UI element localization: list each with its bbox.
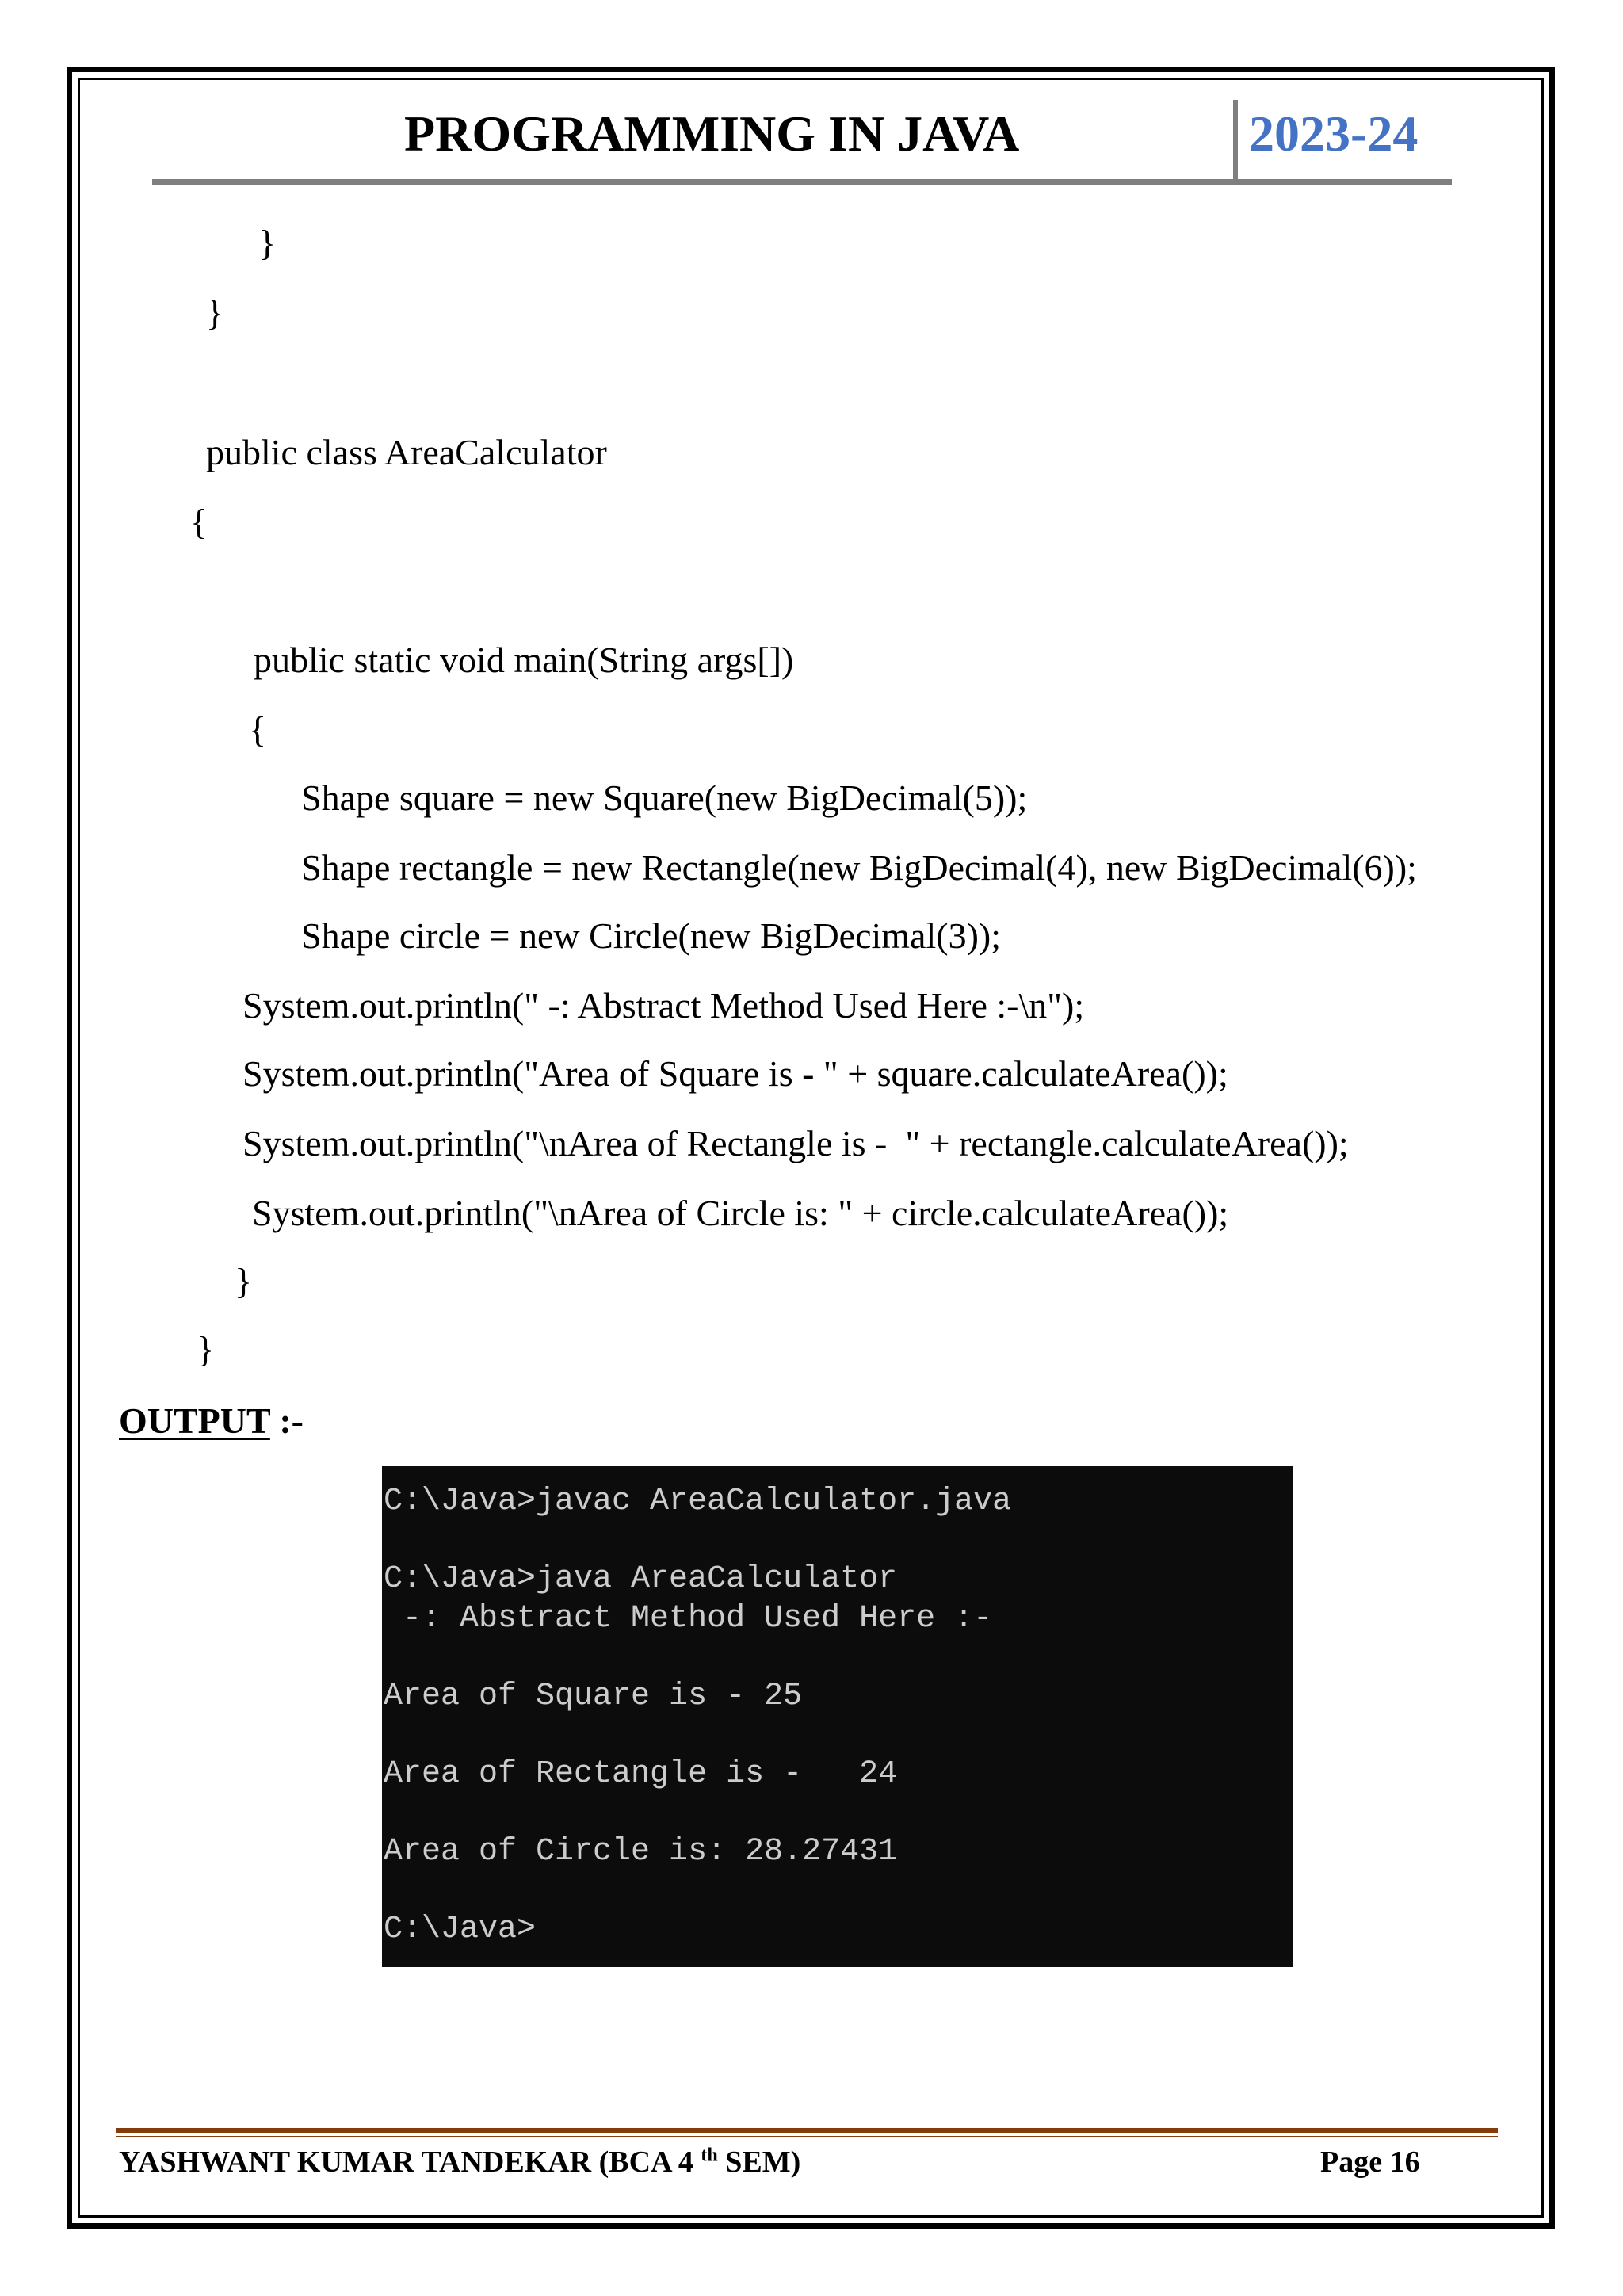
output-suffix: :- bbox=[269, 1400, 304, 1441]
code-line: } bbox=[258, 223, 277, 263]
footer-name-sup: th bbox=[701, 2145, 718, 2166]
terminal-screenshot bbox=[382, 1466, 1293, 1967]
terminal-line: Area of Rectangle is - 24 bbox=[384, 1756, 898, 1792]
code-line: } bbox=[235, 1261, 253, 1301]
header-year: 2023-24 bbox=[1249, 105, 1419, 162]
code-line: public static void main(String args[]) bbox=[254, 640, 794, 680]
code-line: System.out.println("\nArea of Circle is: " + circle.calculateArea()); bbox=[252, 1193, 1229, 1233]
footer-author bbox=[119, 2145, 800, 2179]
output-heading bbox=[119, 1400, 304, 1442]
terminal-line: C:\Java>java AreaCalculator bbox=[384, 1561, 898, 1597]
page-title: PROGRAMMING IN JAVA bbox=[404, 105, 1020, 162]
footer-name-prefix: YASHWANT KUMAR TANDEKAR (BCA 4 bbox=[119, 2145, 701, 2179]
footer-rule bbox=[116, 2128, 1498, 2133]
code-line: } bbox=[206, 292, 224, 333]
code-line: System.out.println("Area of Square is - " + square.calculateArea()); bbox=[242, 1053, 1228, 1094]
terminal-line: Area of Square is - 25 bbox=[384, 1679, 803, 1714]
code-line: public class AreaCalculator bbox=[206, 432, 607, 472]
terminal-line: Area of Circle is: 28.27431 bbox=[384, 1834, 898, 1870]
footer-rule-thin bbox=[116, 2136, 1498, 2137]
page-number: Page 16 bbox=[1320, 2145, 1420, 2179]
code-line: System.out.println("\nArea of Rectangle is - " + rectangle.calculateArea()); bbox=[242, 1123, 1349, 1163]
terminal-line: -: Abstract Method Used Here :- bbox=[384, 1601, 993, 1637]
code-line: { bbox=[249, 709, 267, 750]
code-line: } bbox=[197, 1329, 215, 1370]
output-label: OUTPUT bbox=[119, 1400, 270, 1441]
code-line: Shape square = new Square(new BigDecimal(5)); bbox=[301, 777, 1028, 818]
terminal-line: C:\Java>javac AreaCalculator.java bbox=[384, 1484, 1012, 1519]
code-line: { bbox=[190, 502, 208, 542]
terminal-line: C:\Java> bbox=[384, 1912, 537, 1947]
code-line: Shape rectangle = new Rectangle(new BigDecimal(4), new BigDecimal(6)); bbox=[301, 847, 1417, 888]
header-divider bbox=[1233, 100, 1238, 182]
footer-name-suffix: SEM) bbox=[717, 2145, 801, 2179]
code-line: Shape circle = new Circle(new BigDecimal(3)); bbox=[301, 915, 1001, 956]
header-rule bbox=[152, 179, 1452, 185]
code-line: System.out.println(" -: Abstract Method Used Here :-\n"); bbox=[242, 985, 1085, 1026]
